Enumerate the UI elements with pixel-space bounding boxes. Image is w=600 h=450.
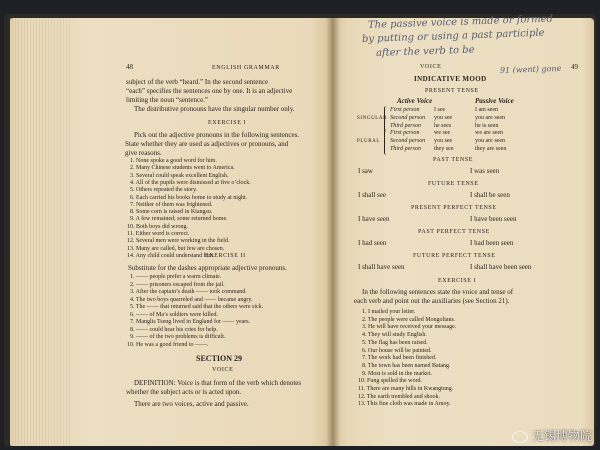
passive-form: I shall be seen [470, 191, 510, 199]
list-item: 2. Many Chinese students went to America. [130, 165, 235, 172]
person-label: First person [390, 130, 420, 136]
active-form: you see [434, 115, 453, 121]
plural-brace [384, 129, 389, 155]
person-label: Second person [390, 138, 426, 144]
active-form: he sees [434, 123, 452, 129]
active-form: you see [434, 138, 453, 144]
list-item: 4. The two boys quarreled and —— became angry. [130, 296, 253, 303]
right-exercise-heading: EXERCISE I [438, 278, 477, 284]
list-item: 13. Many are called, but few are chosen. [127, 245, 225, 252]
tense-heading: FUTURE PERFECT TENSE [413, 253, 496, 259]
exercise2-instructions: Substitute for the dashes appropriate adjective pronouns. [128, 264, 287, 272]
passive-form: I had been seen [470, 239, 514, 247]
passive-form: I am seen [475, 107, 498, 113]
list-item: 13. This fine cloth was made in Amoy. [358, 401, 451, 408]
section-heading: SECTION 29 [196, 354, 243, 363]
person-label: First person [390, 107, 420, 113]
left-page-number: 48 [126, 63, 133, 71]
list-item: 5. Others repeated the story. [130, 187, 198, 194]
list-item: 6. —— of Ma’s soldiers were killed. [130, 311, 218, 318]
book-gutter [326, 18, 340, 446]
instruction-line: give reasons. [125, 149, 162, 157]
list-item: 8. Some corn is raised in Kiangsu. [130, 209, 213, 216]
intro-line: subject of the verb “heard.” In the second sentence [126, 78, 269, 86]
weibo-icon [512, 431, 528, 443]
list-item: 14. Any child could understand him. [127, 252, 215, 259]
right-instruction-line: each verb and point out the auxiliaries (see Section 21). [354, 297, 510, 305]
handwritten-note-line: by putting or using a past participle [361, 27, 545, 45]
list-item: 10. Both boys did wrong. [127, 223, 189, 230]
active-form: I saw [358, 167, 373, 175]
list-item: 7. The work had been finished. [362, 355, 437, 362]
list-item: 11. There are many hills in Kwangtung. [358, 386, 454, 392]
list-item: 7. Neither of them was frightened. [130, 201, 213, 208]
list-item: 10. He was a good friend to ——. [127, 341, 209, 348]
list-item: 12. Several men were working in the field. [127, 238, 230, 245]
list-item: 3. Several could speak excellent English. [130, 172, 229, 179]
list-item: 9. A few remained; some returned home. [130, 216, 228, 223]
person-label: Second person [390, 115, 426, 121]
passive-form: you are seen [475, 115, 505, 121]
tense-heading: PAST PERFECT TENSE [418, 229, 490, 235]
list-item: 7. Manglis Tseng lived in England for —— years. [130, 319, 251, 325]
passive-form: they are seen [475, 146, 507, 152]
active-form: I shall see [358, 191, 386, 199]
active-form: I see [434, 107, 446, 113]
definition-line: whether the subject acts or is acted upon. [126, 388, 242, 396]
intro-line: The distributive pronouns have the singular number only. [134, 105, 295, 113]
closing-line: There are two voices, active and passive. [134, 400, 249, 408]
list-item: 8. The town has been named Batang. [362, 362, 451, 369]
handwritten-note-line: The passive voice is made or formed [367, 13, 554, 31]
active-form: we see [434, 130, 451, 136]
tense-heading: PRESENT PERFECT TENSE [411, 205, 497, 211]
intro-line: limiting the noun “sentence.” [126, 96, 209, 104]
exercise2-heading: EXERCISE II [205, 253, 246, 259]
passive-form: we are seen [475, 130, 503, 136]
left-running-head: ENGLISH GRAMMAR [212, 65, 280, 71]
passive-form: I have been seen [470, 215, 517, 223]
list-item: 1. None spoke a good word for him. [130, 158, 217, 164]
person-label: Third person [390, 146, 421, 152]
active-form: I have seen [358, 215, 390, 223]
passive-form: I shall have been seen [470, 263, 532, 271]
watermark-text: 无锡博物院 [531, 429, 592, 443]
list-item: 10. Fung spelled the word. [358, 378, 422, 385]
list-item: 11. Either word is correct. [127, 231, 190, 237]
tense-heading: FUTURE TENSE [428, 181, 479, 187]
active-voice-heading: Active Voice [397, 97, 433, 105]
right-running-head: VOICE [420, 64, 442, 70]
definition-line: DEFINITION: Voice is that form of the verb which denotes [134, 379, 302, 387]
plural-label: PLURAL [357, 139, 381, 144]
person-label: Third person [390, 123, 421, 129]
list-item: 2. The people were called Mongolians. [362, 316, 456, 323]
instruction-line: Pick out the adjective pronouns in the following sentences. [134, 131, 300, 139]
list-item: 12. The earth trembled and shook. [358, 393, 441, 400]
exercise1-heading: EXERCISE I [208, 120, 247, 126]
watermark [512, 427, 592, 444]
present-tense-heading: PRESENT TENSE [425, 88, 479, 94]
list-item: 3. After the captain’s death —— took command. [130, 289, 247, 295]
list-item: 3. He will have received your message. [362, 324, 457, 331]
list-item: 4. They will study English. [362, 332, 427, 339]
active-form: I had seen [358, 239, 387, 247]
handwritten-note-line: after the verb to be [375, 44, 475, 59]
list-item: 4. All of the pupils were dismissed at five o’clock. [130, 179, 251, 186]
section-subheading: VOICE [212, 367, 234, 373]
list-item: 5. The flag has been raised. [362, 339, 428, 346]
active-form: they see [434, 146, 454, 152]
list-item: 5. The —— that returned said that the others were sick. [130, 304, 264, 310]
list-item: 6. Our house will be painted. [362, 347, 432, 354]
passive-voice-heading: Passive Voice [475, 97, 514, 105]
list-item: 9. —— of the two problems is difficult. [130, 334, 226, 340]
list-item: 1. —— people prefer a warm climate. [130, 274, 222, 280]
handwritten-aside: 91 (went) gone [499, 63, 562, 75]
singular-label: SINGULAR [357, 116, 388, 121]
passive-form: he is seen [475, 123, 499, 129]
instruction-line: State whether they are used as adjectives or pronouns, and [125, 140, 289, 148]
right-page-number: 49 [571, 63, 578, 71]
list-item: 8. —— could hear his cries for help. [130, 326, 218, 333]
intro-line: “each” specifies the sentences one by one. It is an adjective [126, 87, 293, 95]
active-form: I shall have seen [358, 263, 405, 271]
mood-heading: INDICATIVE MOOD [414, 75, 487, 83]
list-item: 6. Each carried his books home to study at night. [130, 194, 248, 201]
passive-form: you are seen [475, 138, 505, 144]
tense-heading: PAST TENSE [433, 157, 474, 163]
list-item: 9. Most is sold in the market. [362, 370, 432, 377]
list-item: 2. —— prisoners escaped from the jail. [130, 281, 225, 288]
list-item: 1. I mailed your letter. [362, 309, 416, 315]
page-edges [10, 18, 72, 446]
right-instruction-line: In the following sentences state the voice and tense of [362, 288, 514, 296]
passive-form: I was seen [470, 167, 500, 175]
